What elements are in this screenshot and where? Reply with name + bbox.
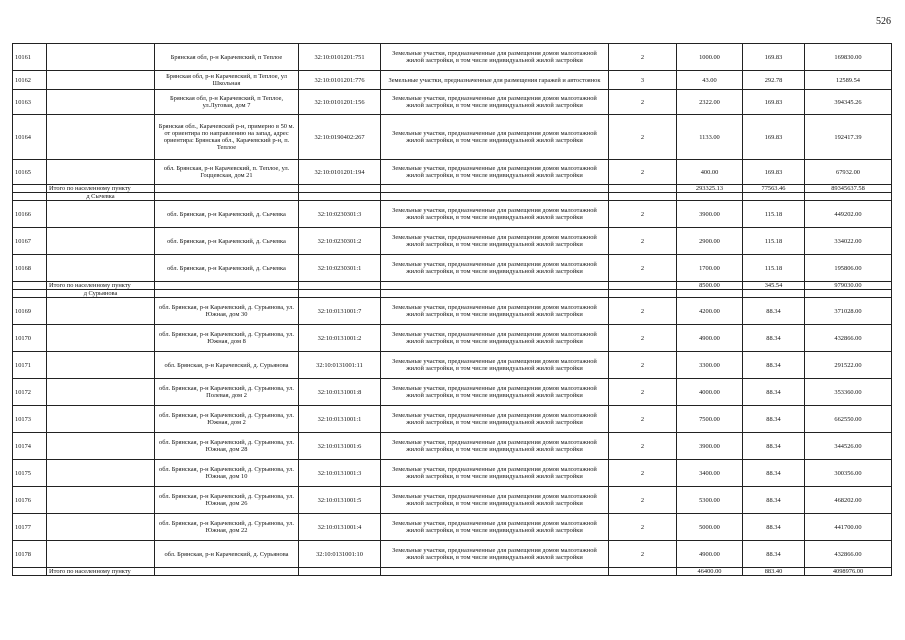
land-use-cell: Земельные участки, предназначенные для размещения домов малоэтажной жилой застройки, в том числе индивидуальной жилой застройки [381, 325, 609, 352]
table-row [13, 255, 892, 282]
specific-value-cell: 88.34 [743, 541, 805, 568]
address-cell: Брянская обл, р-н Карачевский, п Теплое, ул Школьная [155, 71, 299, 90]
settlement-blank-cell [743, 290, 805, 298]
settlement-name: д Сычевка [47, 193, 155, 201]
cadastral-number-cell: 32:10:0101201:194 [299, 160, 381, 185]
table-row [13, 352, 892, 379]
row-number: 10170 [13, 325, 47, 352]
address-cell: обл. Брянская, р-н Карачевский, д. Сурьянова, ул. Полевая, дом 2 [155, 379, 299, 406]
total-blank-cell [155, 282, 299, 290]
specific-value-cell: 115.18 [743, 228, 805, 255]
group-cell: 2 [609, 541, 677, 568]
total-empty-cell [13, 185, 47, 193]
total-area: 8500.00 [677, 282, 743, 290]
land-use-cell: Земельные участки, предназначенные для размещения домов малоэтажной жилой застройки, в том числе индивидуальной жилой застройки [381, 255, 609, 282]
address-cell: обл. Брянская, р-н Карачевский, д. Сурьянова, ул. Южная, дом 10 [155, 460, 299, 487]
group-cell: 2 [609, 406, 677, 433]
area-cell: 3400.00 [677, 460, 743, 487]
specific-value-cell: 169.83 [743, 44, 805, 71]
total-empty-cell [13, 282, 47, 290]
cadastral-value-cell: 334022.00 [805, 228, 892, 255]
cadastral-value-cell: 12589.54 [805, 71, 892, 90]
row-number: 10161 [13, 44, 47, 71]
row-number: 10166 [13, 201, 47, 228]
group-cell: 2 [609, 160, 677, 185]
address-cell: обл. Брянская, р-н Карачевский, д. Сурьянова [155, 352, 299, 379]
area-cell: 4900.00 [677, 541, 743, 568]
row-blank-cell [47, 379, 155, 406]
specific-value-cell: 169.83 [743, 115, 805, 160]
specific-value-cell: 115.18 [743, 255, 805, 282]
row-blank-cell [47, 433, 155, 460]
cadastral-number-cell: 32:10:0131001:11 [299, 352, 381, 379]
specific-value-cell: 88.34 [743, 406, 805, 433]
cadastral-number-cell: 32:10:0131001:4 [299, 514, 381, 541]
row-number: 10177 [13, 514, 47, 541]
settlement-blank-cell [677, 290, 743, 298]
land-use-cell: Земельные участки, предназначенные для размещения домов малоэтажной жилой застройки, в том числе индивидуальной жилой застройки [381, 379, 609, 406]
table-row [13, 433, 892, 460]
land-use-cell: Земельные участки, предназначенные для размещения домов малоэтажной жилой застройки, в том числе индивидуальной жилой застройки [381, 160, 609, 185]
area-cell: 4200.00 [677, 298, 743, 325]
group-cell: 2 [609, 90, 677, 115]
total-cadastral-value: 4098976.00 [805, 568, 892, 576]
land-use-cell: Земельные участки, предназначенные для размещения домов малоэтажной жилой застройки, в том числе индивидуальной жилой застройки [381, 298, 609, 325]
table-row [13, 44, 892, 71]
specific-value-cell: 88.34 [743, 433, 805, 460]
address-cell: Брянская обл, р-н Карачевский, п Теплое, ул.Луговая, дом 7 [155, 90, 299, 115]
row-number: 10165 [13, 160, 47, 185]
table-row [13, 115, 892, 160]
group-cell: 2 [609, 255, 677, 282]
settlement-blank-cell [299, 193, 381, 201]
area-cell: 2322.00 [677, 90, 743, 115]
group-cell: 2 [609, 487, 677, 514]
row-blank-cell [47, 352, 155, 379]
cadastral-value-cell: 662550.00 [805, 406, 892, 433]
total-empty-cell [13, 568, 47, 576]
row-blank-cell [47, 90, 155, 115]
group-cell: 2 [609, 201, 677, 228]
settlement-blank-cell [299, 290, 381, 298]
specific-value-cell: 88.34 [743, 514, 805, 541]
group-cell: 2 [609, 460, 677, 487]
settlement-name: д Сурьянова [47, 290, 155, 298]
area-cell: 400.00 [677, 160, 743, 185]
land-use-cell: Земельные участки, предназначенные для размещения домов малоэтажной жилой застройки, в том числе индивидуальной жилой застройки [381, 115, 609, 160]
area-cell: 3900.00 [677, 433, 743, 460]
cadastral-value-cell: 432866.00 [805, 325, 892, 352]
address-cell: обл. Брянская, р-н Карачевский, п. Теплое, ул. Гоццевская, дом 21 [155, 160, 299, 185]
table-row [13, 487, 892, 514]
total-cadastral-value: 979030.00 [805, 282, 892, 290]
row-number: 10174 [13, 433, 47, 460]
area-cell: 4900.00 [677, 325, 743, 352]
settlement-total-row [13, 568, 892, 576]
total-blank-cell [381, 282, 609, 290]
cadastral-number-cell: 32:10:0131001:10 [299, 541, 381, 568]
cadastral-number-cell: 32:10:0131001:5 [299, 487, 381, 514]
settlement-empty-cell [13, 193, 47, 201]
cadastral-number-cell: 32:10:0131001:8 [299, 379, 381, 406]
cadastral-number-cell: 32:10:0131001:2 [299, 325, 381, 352]
land-use-cell: Земельные участки, предназначенные для размещения домов малоэтажной жилой застройки, в том числе индивидуальной жилой застройки [381, 433, 609, 460]
area-cell: 5000.00 [677, 514, 743, 541]
area-cell: 1700.00 [677, 255, 743, 282]
specific-value-cell: 88.34 [743, 352, 805, 379]
settlement-blank-cell [381, 193, 609, 201]
address-cell: обл. Брянская, р-н Карачевский, д. Сычевка [155, 201, 299, 228]
cadastral-number-cell: 32:10:0230301:1 [299, 255, 381, 282]
group-cell: 2 [609, 514, 677, 541]
table-row [13, 201, 892, 228]
address-cell: обл. Брянская, р-н Карачевский, д. Сурьянова, ул. Южная, дом 26 [155, 487, 299, 514]
specific-value-cell: 88.34 [743, 325, 805, 352]
cadastral-number-cell: 32:10:0131001:3 [299, 460, 381, 487]
row-number: 10162 [13, 71, 47, 90]
total-blank-cell [299, 568, 381, 576]
cadastral-value-cell: 169830.00 [805, 44, 892, 71]
total-blank-cell [609, 568, 677, 576]
area-cell: 3300.00 [677, 352, 743, 379]
row-blank-cell [47, 160, 155, 185]
cadastral-number-cell: 32:10:0131001:7 [299, 298, 381, 325]
row-blank-cell [47, 71, 155, 90]
address-cell: Брянская обл., Карачевский р-н, примерно в 50 м. от ориентира по направлению на запад, адрес ориентира: Брянская обл., Карачевский р-н, п. Теплое [155, 115, 299, 160]
row-number: 10164 [13, 115, 47, 160]
cadastral-value-cell: 291522.00 [805, 352, 892, 379]
settlement-blank-cell [155, 193, 299, 201]
specific-value-cell: 292.78 [743, 71, 805, 90]
row-number: 10169 [13, 298, 47, 325]
total-specific-value: 345.54 [743, 282, 805, 290]
row-number: 10172 [13, 379, 47, 406]
total-area: 46400.00 [677, 568, 743, 576]
address-cell: обл. Брянская, р-н Карачевский, д. Сурьянова, ул. Южная, дом 22 [155, 514, 299, 541]
row-blank-cell [47, 514, 155, 541]
address-cell: обл. Брянская, р-н Карачевский, д. Сычевка [155, 255, 299, 282]
settlement-header-row [13, 290, 892, 298]
row-number: 10178 [13, 541, 47, 568]
total-label: Итого по населенному пункту [47, 185, 155, 193]
area-cell: 2900.00 [677, 228, 743, 255]
cadastral-value-cell: 394345.26 [805, 90, 892, 115]
settlement-blank-cell [609, 193, 677, 201]
table-row [13, 460, 892, 487]
total-cadastral-value: 89345637.58 [805, 185, 892, 193]
row-blank-cell [47, 115, 155, 160]
total-specific-value: 77563.46 [743, 185, 805, 193]
group-cell: 2 [609, 379, 677, 406]
address-cell: обл. Брянская, р-н Карачевский, д. Сурьянова [155, 541, 299, 568]
total-blank-cell [155, 185, 299, 193]
total-blank-cell [299, 282, 381, 290]
cadastral-value-cell: 449202.00 [805, 201, 892, 228]
settlement-empty-cell [13, 290, 47, 298]
total-label: Итого по населенному пункту [47, 568, 155, 576]
cadastral-number-cell: 32:10:0190402:267 [299, 115, 381, 160]
total-blank-cell [155, 568, 299, 576]
settlement-blank-cell [381, 290, 609, 298]
settlement-header-row [13, 193, 892, 201]
cadastral-value-cell: 371028.00 [805, 298, 892, 325]
area-cell: 1133.00 [677, 115, 743, 160]
total-label: Итого по населенному пункту [47, 282, 155, 290]
specific-value-cell: 88.34 [743, 487, 805, 514]
area-cell: 4000.00 [677, 379, 743, 406]
total-blank-cell [609, 282, 677, 290]
group-cell: 2 [609, 298, 677, 325]
settlement-blank-cell [743, 193, 805, 201]
row-number: 10173 [13, 406, 47, 433]
specific-value-cell: 115.18 [743, 201, 805, 228]
cadastral-number-cell: 32:10:0101201:751 [299, 44, 381, 71]
specific-value-cell: 88.34 [743, 379, 805, 406]
row-blank-cell [47, 460, 155, 487]
land-use-cell: Земельные участки, предназначенные для размещения домов малоэтажной жилой застройки, в том числе индивидуальной жилой застройки [381, 201, 609, 228]
table-row [13, 406, 892, 433]
row-blank-cell [47, 325, 155, 352]
table-row [13, 228, 892, 255]
page-number: 526 [876, 16, 891, 27]
table-row [13, 160, 892, 185]
land-use-cell: Земельные участки, предназначенные для размещения домов малоэтажной жилой застройки, в том числе индивидуальной жилой застройки [381, 460, 609, 487]
table-row [13, 325, 892, 352]
settlement-blank-cell [805, 193, 892, 201]
cadastral-value-cell: 432866.00 [805, 541, 892, 568]
group-cell: 2 [609, 44, 677, 71]
area-cell: 1000.00 [677, 44, 743, 71]
land-use-cell: Земельные участки, предназначенные для размещения домов малоэтажной жилой застройки, в том числе индивидуальной жилой застройки [381, 487, 609, 514]
land-use-cell: Земельные участки, предназначенные для размещения домов малоэтажной жилой застройки, в том числе индивидуальной жилой застройки [381, 352, 609, 379]
table-row [13, 379, 892, 406]
row-number: 10171 [13, 352, 47, 379]
specific-value-cell: 169.83 [743, 160, 805, 185]
cadastral-number-cell: 32:10:0230301:2 [299, 228, 381, 255]
row-blank-cell [47, 298, 155, 325]
row-blank-cell [47, 201, 155, 228]
address-cell: обл. Брянская, р-н Карачевский, д. Сурьянова, ул. Южная, дом 2 [155, 406, 299, 433]
cadastral-value-cell: 353360.00 [805, 379, 892, 406]
cadastral-value-cell: 344526.00 [805, 433, 892, 460]
table-row [13, 90, 892, 115]
land-use-cell: Земельные участки, предназначенные для размещения домов малоэтажной жилой застройки, в том числе индивидуальной жилой застройки [381, 514, 609, 541]
table-body [13, 44, 892, 576]
address-cell: обл. Брянская, р-н Карачевский, д. Сурьянова, ул. Южная, дом 8 [155, 325, 299, 352]
table-row [13, 541, 892, 568]
row-blank-cell [47, 255, 155, 282]
group-cell: 2 [609, 115, 677, 160]
cadastral-number-cell: 32:10:0131001:1 [299, 406, 381, 433]
address-cell: обл. Брянская, р-н Карачевский, д. Сычевка [155, 228, 299, 255]
cadastral-value-cell: 195806.00 [805, 255, 892, 282]
row-blank-cell [47, 406, 155, 433]
settlement-total-row [13, 185, 892, 193]
group-cell: 2 [609, 433, 677, 460]
land-use-cell: Земельные участки, предназначенные для размещения домов малоэтажной жилой застройки, в том числе индивидуальной жилой застройки [381, 406, 609, 433]
area-cell: 3900.00 [677, 201, 743, 228]
total-blank-cell [609, 185, 677, 193]
total-blank-cell [381, 568, 609, 576]
settlement-blank-cell [155, 290, 299, 298]
total-specific-value: 883.40 [743, 568, 805, 576]
row-number: 10163 [13, 90, 47, 115]
total-blank-cell [299, 185, 381, 193]
group-cell: 3 [609, 71, 677, 90]
area-cell: 7500.00 [677, 406, 743, 433]
settlement-blank-cell [805, 290, 892, 298]
address-cell: обл. Брянская, р-н Карачевский, д. Сурьянова, ул. Южная, дом 30 [155, 298, 299, 325]
row-number: 10176 [13, 487, 47, 514]
cadastral-number-cell: 32:10:0230301:3 [299, 201, 381, 228]
settlement-total-row [13, 282, 892, 290]
land-use-cell: Земельные участки, предназначенные для размещения гаражей и автостоянок [381, 71, 609, 90]
specific-value-cell: 88.34 [743, 460, 805, 487]
group-cell: 2 [609, 352, 677, 379]
row-blank-cell [47, 487, 155, 514]
specific-value-cell: 88.34 [743, 298, 805, 325]
cadastral-value-cell: 468202.00 [805, 487, 892, 514]
cadastral-value-cell: 192417.39 [805, 115, 892, 160]
address-cell: Брянская обл, р-н Карачевский, п Теплое [155, 44, 299, 71]
area-cell: 5300.00 [677, 487, 743, 514]
cadastral-value-cell: 67932.00 [805, 160, 892, 185]
row-number: 10167 [13, 228, 47, 255]
row-blank-cell [47, 44, 155, 71]
table-row [13, 298, 892, 325]
area-cell: 43.00 [677, 71, 743, 90]
row-number: 10168 [13, 255, 47, 282]
land-use-cell: Земельные участки, предназначенные для размещения домов малоэтажной жилой застройки, в том числе индивидуальной жилой застройки [381, 228, 609, 255]
cadastral-value-cell: 441700.00 [805, 514, 892, 541]
group-cell: 2 [609, 325, 677, 352]
total-blank-cell [381, 185, 609, 193]
group-cell: 2 [609, 228, 677, 255]
table-row [13, 514, 892, 541]
total-area: 293325.13 [677, 185, 743, 193]
settlement-blank-cell [677, 193, 743, 201]
address-cell: обл. Брянская, р-н Карачевский, д. Сурьянова, ул. Южная, дом 28 [155, 433, 299, 460]
land-use-cell: Земельные участки, предназначенные для размещения домов малоэтажной жилой застройки, в том числе индивидуальной жилой застройки [381, 44, 609, 71]
cadastral-number-cell: 32:10:0101201:776 [299, 71, 381, 90]
row-number: 10175 [13, 460, 47, 487]
cadastral-number-cell: 32:10:0101201:156 [299, 90, 381, 115]
land-use-cell: Земельные участки, предназначенные для размещения домов малоэтажной жилой застройки, в том числе индивидуальной жилой застройки [381, 541, 609, 568]
row-blank-cell [47, 228, 155, 255]
cadastral-value-cell: 300356.00 [805, 460, 892, 487]
land-use-cell: Земельные участки, предназначенные для размещения домов малоэтажной жилой застройки, в том числе индивидуальной жилой застройки [381, 90, 609, 115]
land-cadastral-value-table [12, 43, 892, 576]
settlement-blank-cell [609, 290, 677, 298]
row-blank-cell [47, 541, 155, 568]
specific-value-cell: 169.83 [743, 90, 805, 115]
cadastral-number-cell: 32:10:0131001:6 [299, 433, 381, 460]
table-row [13, 71, 892, 90]
